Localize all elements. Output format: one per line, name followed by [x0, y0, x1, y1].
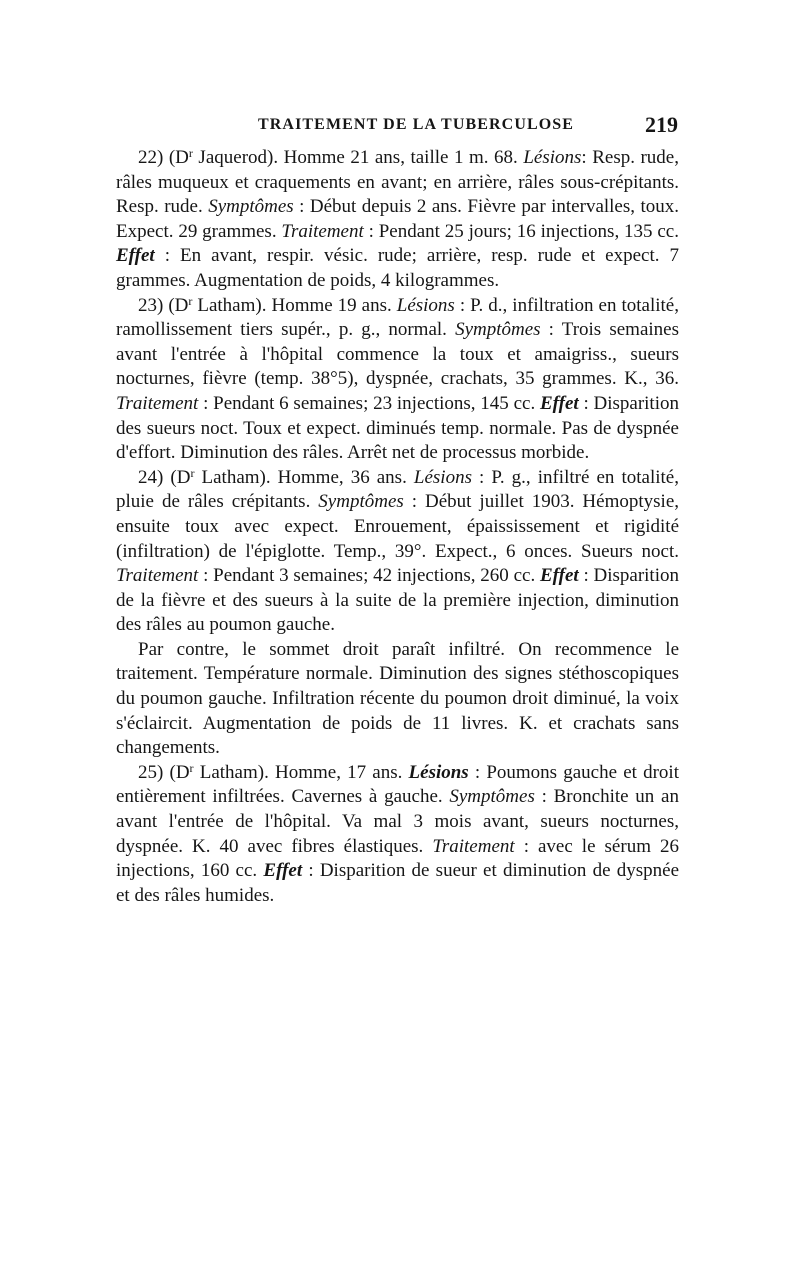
section-label: Traitement	[116, 565, 199, 587]
text-run: : Début juillet 1903. Hémoptysie, ensuite toux avec expect. Enrouement, épaississement et rigidité (infiltration) de l'épiglotte. Temp., 39°. Expect., 6 onces. Sueurs noct.	[116, 491, 679, 562]
text-run: : Trois semaines avant l'entrée à l'hôpital commence la toux et amaigriss., sueurs nocturnes, fièvre (temp. 38°5), dyspnée, crachats, 35 grammes. K., 36.	[116, 319, 679, 390]
page-number: 219	[645, 112, 678, 137]
section-label: Symptômes	[318, 491, 404, 513]
text-run: : P. g., infiltré en totalité, pluie de râles crépitants.	[116, 466, 679, 513]
text-run: Par contre, le sommet droit paraît infiltré. On recommence le traitement. Température normale. Diminution des signes stéthoscopiques du poumon gauche. Infiltration récente du poumon droit diminué, la voix s'éclaircit. Augmentation de poids de 11 livres. K. et crachats sans changements.	[116, 638, 679, 759]
body-text	[116, 146, 679, 908]
section-label: Lésions	[413, 466, 472, 488]
text-run: : Pendant 6 semaines; 23 injections, 145 cc.	[198, 392, 540, 414]
running-header	[116, 114, 678, 142]
section-label: Traitement	[116, 392, 199, 414]
section-label: Symptômes	[449, 786, 535, 808]
text-run: 25) (D	[138, 761, 190, 783]
section-label: Effet	[539, 392, 579, 414]
text-run: : P. d., infiltration en totalité, ramollissement tiers supér., p. g., normal.	[116, 294, 679, 341]
text-run: 22) (D	[138, 147, 189, 168]
text-run: Jaquerod). Homme 21 ans, taille 1 m. 68.	[192, 147, 524, 168]
text-run: Latham). Homme, 36 ans.	[194, 466, 414, 488]
superscript: r	[190, 465, 195, 480]
text-run: : avec le sérum 26 injections, 160 cc.	[116, 835, 679, 882]
section-label: Traitement	[432, 835, 515, 857]
paragraph-case-23	[116, 294, 679, 466]
section-label: Lésions	[396, 294, 455, 316]
text-run: : Début depuis 2 ans. Fièvre par intervalles, toux. Expect. 29 grammes.	[116, 196, 680, 242]
section-label: Effet	[539, 565, 579, 587]
section-label: Symptômes	[455, 319, 541, 341]
text-run: : Bronchite un an avant l'entrée de l'hôpital. Va mal 3 mois avant, sueurs nocturnes, dyspnée. K. 40 avec fibres élastiques.	[116, 786, 679, 857]
section-label: Lésions	[408, 761, 469, 783]
paragraph-case-24	[116, 466, 679, 638]
section-label: Lésions	[523, 147, 582, 168]
running-title: TRAITEMENT DE LA TUBERCULOSE	[258, 116, 575, 133]
section-label: Traitement	[281, 220, 364, 242]
section-label: Effet	[116, 245, 155, 267]
text-run: : Poumons gauche et droit entièrement infiltrées. Cavernes à gauche.	[116, 761, 679, 808]
text-run: 24) (D	[138, 466, 191, 488]
section-label: Effet	[263, 860, 303, 882]
text-run: : Disparition de la fièvre et des sueurs à la suite de la première injection, diminution des râles au poumon gauche.	[116, 565, 679, 636]
superscript: r	[188, 146, 193, 160]
paragraph-case-22	[116, 146, 679, 294]
paragraph-case-24-cont	[116, 638, 679, 761]
superscript: r	[188, 293, 193, 308]
text-run: Latham). Homme 19 ans.	[192, 294, 397, 316]
text-run: : Disparition des sueurs noct. Toux et expect. diminués temp. normale. Pas de dyspnée d'effort. Diminution des râles. Arrêt net de processus morbide.	[116, 392, 679, 464]
text-run: : Disparition de sueur et diminution de dyspnée et des râles humides.	[116, 860, 680, 906]
text-run: : Resp. rude, râles muqueux et craquements en avant; en arrière, râles sous-crépitants. Resp. rude.	[116, 147, 679, 218]
text-run: Latham). Homme, 17 ans.	[193, 761, 409, 783]
section-label: Symptômes	[208, 196, 294, 218]
text-run: : Pendant 25 jours; 16 injections, 135 cc.	[363, 220, 679, 242]
superscript: r	[189, 760, 194, 775]
text-run: : En avant, respir. vésic. rude; arrière, resp. rude et expect. 7 grammes. Augmentation de poids, 4 kilogrammes.	[116, 245, 679, 291]
text-run: : Pendant 3 semaines; 42 injections, 260 cc.	[198, 565, 540, 587]
text-run: 23) (D	[138, 294, 189, 316]
paragraph-case-25	[116, 761, 679, 909]
